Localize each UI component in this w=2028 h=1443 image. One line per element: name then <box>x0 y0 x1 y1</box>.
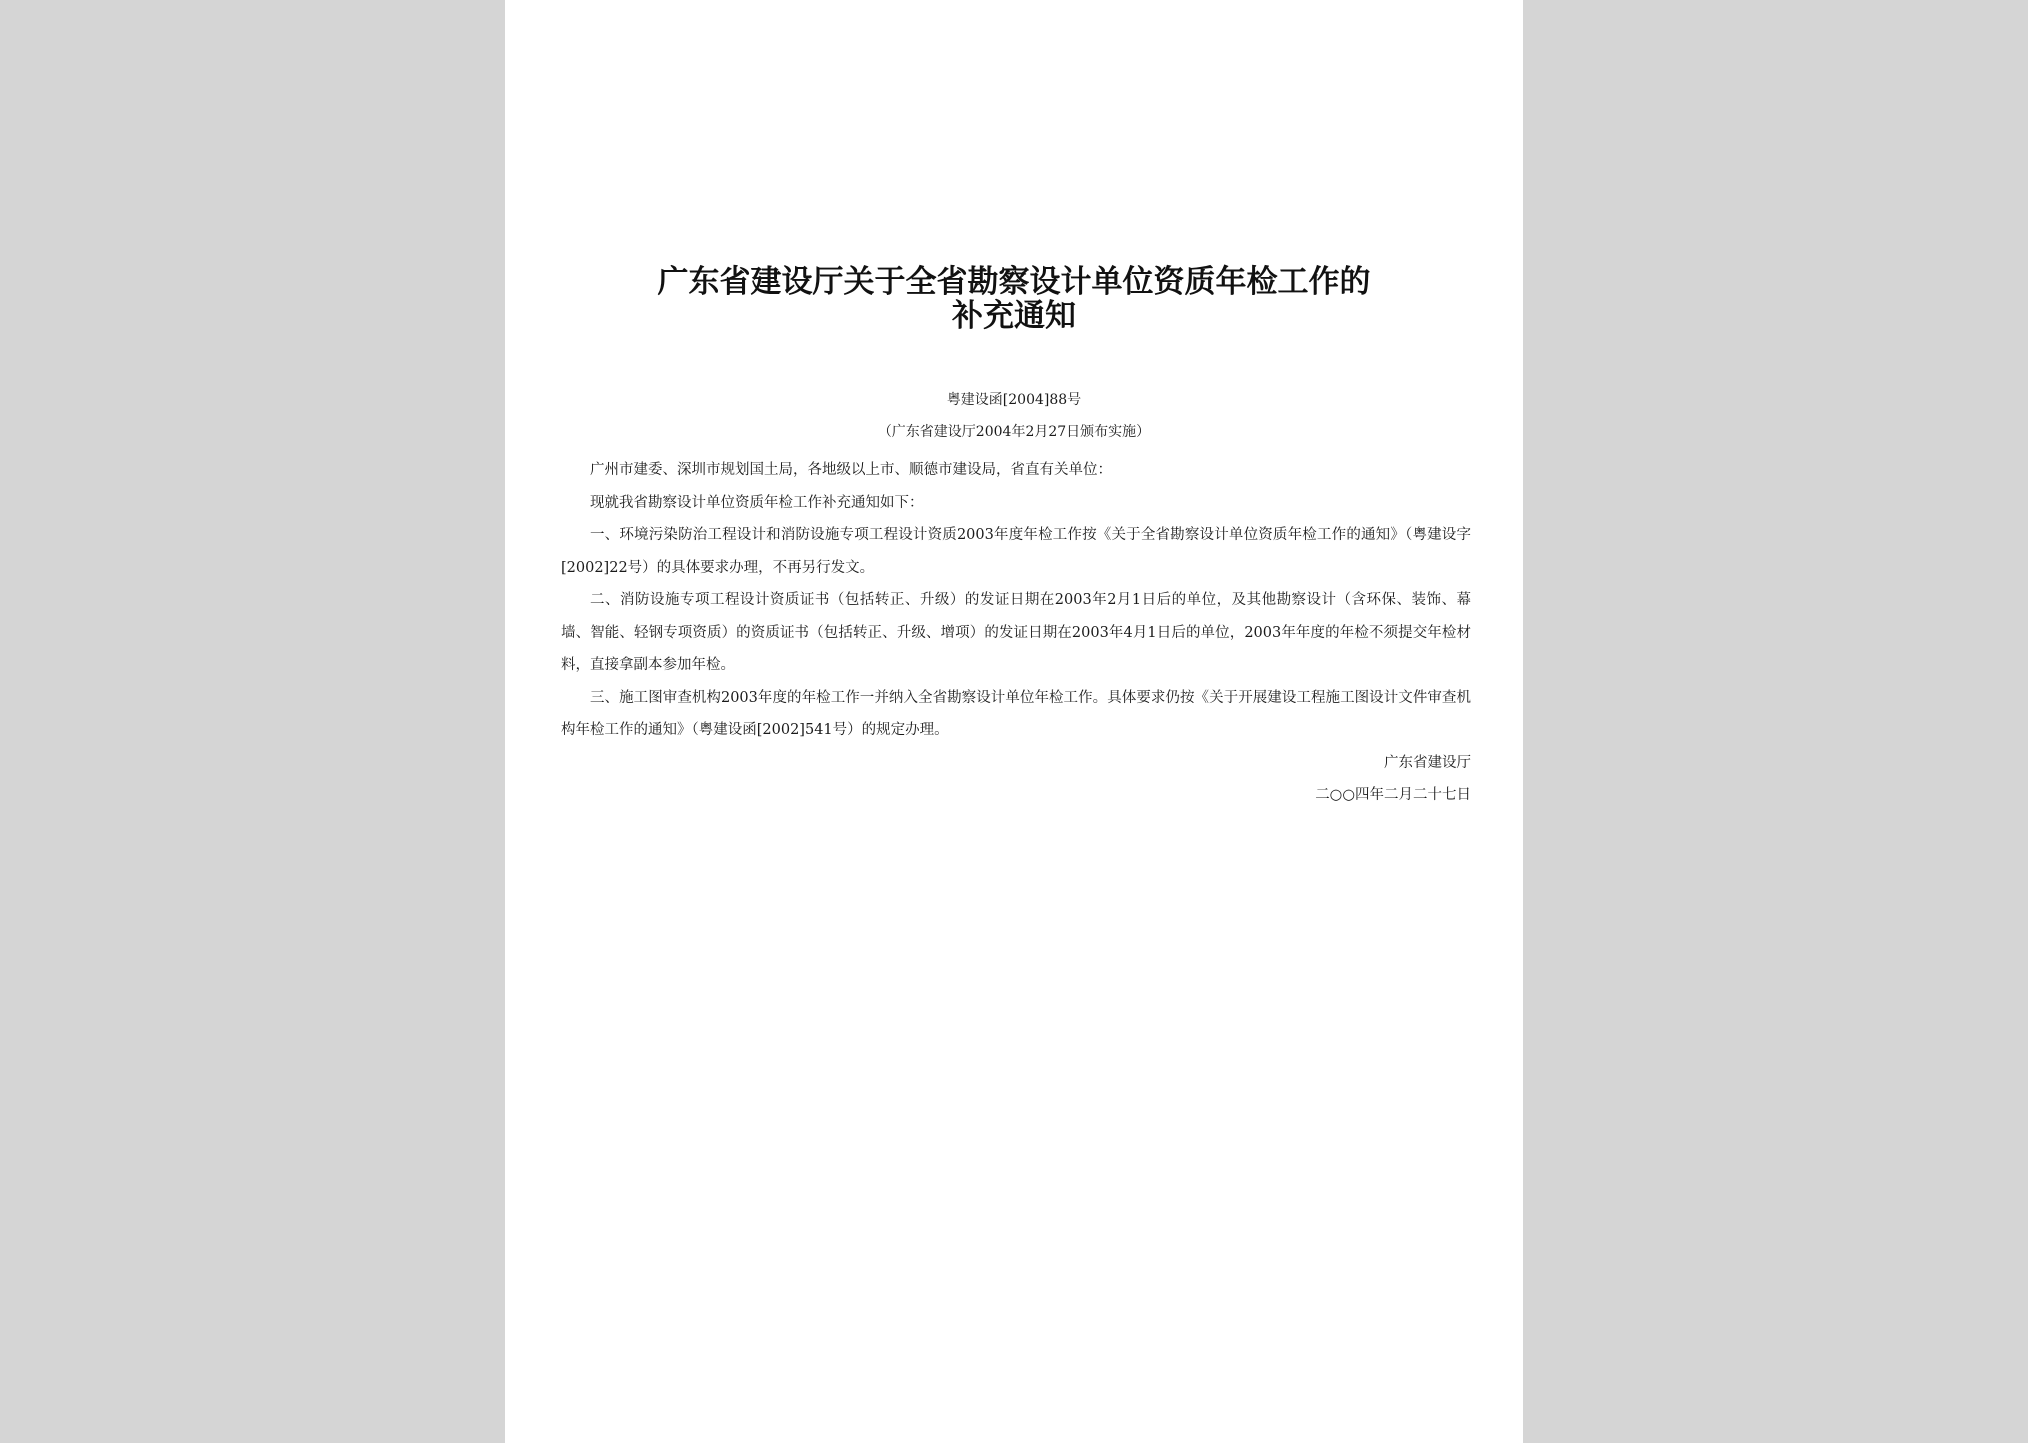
recipients-line: 广州市建委、深圳市规划国土局，各地级以上市、顺德市建设局，省直有关单位： <box>590 462 1112 478</box>
document-body <box>561 454 1471 812</box>
document-page <box>505 0 1523 1443</box>
document-title-line-1: 广东省建设厅关于全省勘察设计单位资质年检工作的 <box>657 264 1371 300</box>
intro-paragraph: 现就我省勘察设计单位资质年检工作补充通知如下： <box>590 494 924 511</box>
item-1-paragraph: 一、环境污染防治工程设计和消防设施专项工程设计资质2003年度年检工作按《关于全省勘察设计单位资质年检工作的通知》（粤建设字[2002]22号）的具体要求办理，不再另行发文。 <box>561 527 1471 576</box>
document-title-line-2: 补充通知 <box>952 298 1076 334</box>
item-2-paragraph: 二、消防设施专项工程设计资质证书（包括转正、升级）的发证日期在2003年2月1日后的单位，及其他勘察设计（含环保、装饰、幕墙、智能、轻钢专项资质）的资质证书（包括转正、升级、增项）的发证日期在2003年4月1日后的单位，2003年年度的年检不须提交年检材料，直接拿副本参加年检。 <box>561 592 1471 673</box>
issue-date: 二○○四年二月二十七日 <box>1315 787 1471 803</box>
issuer-signature: 广东省建设厅 <box>1384 754 1471 771</box>
issued-note: （广东省建设厅2004年2月27日颁布实施） <box>877 424 1151 440</box>
item-3-paragraph: 三、施工图审查机构2003年度的年检工作一并纳入全省勘察设计单位年检工作。具体要求仍按《关于开展建设工程施工图设计文件审查机构年检工作的通知》（粤建设函[2002]541号）的规定办理。 <box>561 689 1471 738</box>
document-number: 粤建设函[2004]88号 <box>946 392 1082 408</box>
